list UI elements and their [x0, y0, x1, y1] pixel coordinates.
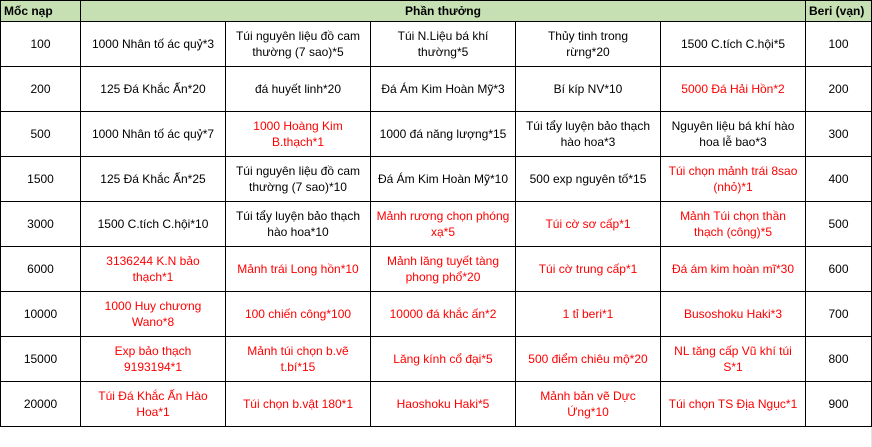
cell-reward[interactable]: Túi tẩy luyện bảo thạch hào hoa*3: [516, 112, 661, 157]
table-row: [1, 67, 872, 112]
table-row: [1, 112, 872, 157]
table-row: [1, 22, 872, 67]
cell-reward[interactable]: Mảnh túi chọn b.vẽ t.bí*15: [226, 337, 371, 382]
cell-reward[interactable]: Đá Ám Kim Hoàn Mỹ*10: [371, 157, 516, 202]
cell-reward[interactable]: Bí kíp NV*10: [516, 67, 661, 112]
cell-reward[interactable]: Mảnh trái Long hồn*10: [226, 247, 371, 292]
cell-reward[interactable]: 125 Đá Khắc Ấn*25: [81, 157, 226, 202]
cell-reward[interactable]: Túi chọn mảnh trái 8sao (nhỏ)*1: [661, 157, 806, 202]
cell-reward[interactable]: Mảnh lăng tuyết tàng phong phổ*20: [371, 247, 516, 292]
cell-beri[interactable]: 600: [806, 247, 872, 292]
header-row: [1, 1, 872, 22]
cell-reward[interactable]: Túi nguyên liệu đồ cam thường (7 sao)*5: [226, 22, 371, 67]
cell-reward[interactable]: 3136244 K.N bảo thạch*1: [81, 247, 226, 292]
cell-reward[interactable]: 1000 Nhân tố ác quỷ*3: [81, 22, 226, 67]
cell-moc[interactable]: 6000: [1, 247, 81, 292]
cell-moc[interactable]: 500: [1, 112, 81, 157]
cell-beri[interactable]: 800: [806, 337, 872, 382]
cell-moc[interactable]: 3000: [1, 202, 81, 247]
cell-beri[interactable]: 300: [806, 112, 872, 157]
cell-reward[interactable]: 1000 Huy chương Wano*8: [81, 292, 226, 337]
table-row: [1, 202, 872, 247]
cell-reward[interactable]: NL tăng cấp Vũ khí túi S*1: [661, 337, 806, 382]
cell-reward[interactable]: Túi nguyên liệu đồ cam thường (7 sao)*10: [226, 157, 371, 202]
cell-reward[interactable]: Mảnh bản vẽ Dực Ứng*10: [516, 382, 661, 427]
cell-reward[interactable]: Mảnh Túi chọn thần thạch (công)*5: [661, 202, 806, 247]
cell-reward[interactable]: đá huyết linh*20: [226, 67, 371, 112]
cell-reward[interactable]: Túi cờ trung cấp*1: [516, 247, 661, 292]
header-moc-nap[interactable]: Mốc nạp: [1, 1, 81, 22]
cell-reward[interactable]: Exp bảo thạch 9193194*1: [81, 337, 226, 382]
cell-reward[interactable]: 500 exp nguyên tố*15: [516, 157, 661, 202]
table-row: [1, 247, 872, 292]
cell-reward[interactable]: Túi cờ sơ cấp*1: [516, 202, 661, 247]
cell-reward[interactable]: 1000 đá năng lượng*15: [371, 112, 516, 157]
cell-reward[interactable]: Thủy tinh trong rừng*20: [516, 22, 661, 67]
cell-beri[interactable]: 100: [806, 22, 872, 67]
cell-reward[interactable]: Nguyên liệu bá khí hào hoa lễ bao*3: [661, 112, 806, 157]
cell-reward[interactable]: 10000 đá khắc ấn*2: [371, 292, 516, 337]
cell-beri[interactable]: 700: [806, 292, 872, 337]
table-row: [1, 337, 872, 382]
table-row: [1, 157, 872, 202]
header-beri[interactable]: Beri (vạn): [806, 1, 872, 22]
cell-reward[interactable]: Túi Đá Khắc Ấn Hào Hoa*1: [81, 382, 226, 427]
cell-reward[interactable]: Haoshoku Haki*5: [371, 382, 516, 427]
cell-beri[interactable]: 200: [806, 67, 872, 112]
cell-beri[interactable]: 400: [806, 157, 872, 202]
table-row: [1, 382, 872, 427]
cell-moc[interactable]: 200: [1, 67, 81, 112]
cell-reward[interactable]: Túi chọn TS Địa Ngục*1: [661, 382, 806, 427]
cell-reward[interactable]: 1500 C.tích C.hội*5: [661, 22, 806, 67]
cell-reward[interactable]: Túi N.Liệu bá khí thường*5: [371, 22, 516, 67]
cell-moc[interactable]: 15000: [1, 337, 81, 382]
cell-reward[interactable]: 1500 C.tích C.hội*10: [81, 202, 226, 247]
cell-reward[interactable]: Mảnh rương chọn phóng xạ*5: [371, 202, 516, 247]
cell-reward[interactable]: 1000 Hoàng Kim B.thạch*1: [226, 112, 371, 157]
cell-reward[interactable]: Túi tẩy luyện bảo thạch hào hoa*10: [226, 202, 371, 247]
cell-reward[interactable]: 1000 Nhân tố ác quỷ*7: [81, 112, 226, 157]
header-phan-thuong[interactable]: Phần thưởng: [81, 1, 806, 22]
cell-moc[interactable]: 1500: [1, 157, 81, 202]
cell-reward[interactable]: 500 điểm chiêu mộ*20: [516, 337, 661, 382]
cell-reward[interactable]: Lăng kính cổ đại*5: [371, 337, 516, 382]
cell-reward[interactable]: 1 tỉ beri*1: [516, 292, 661, 337]
cell-reward[interactable]: Túi chọn b.vật 180*1: [226, 382, 371, 427]
cell-reward[interactable]: 100 chiến công*100: [226, 292, 371, 337]
cell-reward[interactable]: Busoshoku Haki*3: [661, 292, 806, 337]
cell-reward[interactable]: Đá ám kim hoàn mĩ*30: [661, 247, 806, 292]
cell-beri[interactable]: 500: [806, 202, 872, 247]
cell-reward[interactable]: Đá Ám Kim Hoàn Mỹ*3: [371, 67, 516, 112]
cell-beri[interactable]: 900: [806, 382, 872, 427]
cell-moc[interactable]: 10000: [1, 292, 81, 337]
cell-reward[interactable]: 125 Đá Khắc Ấn*20: [81, 67, 226, 112]
cell-moc[interactable]: 20000: [1, 382, 81, 427]
table-row: [1, 292, 872, 337]
cell-moc[interactable]: 100: [1, 22, 81, 67]
cell-reward[interactable]: 5000 Đá Hải Hồn*2: [661, 67, 806, 112]
